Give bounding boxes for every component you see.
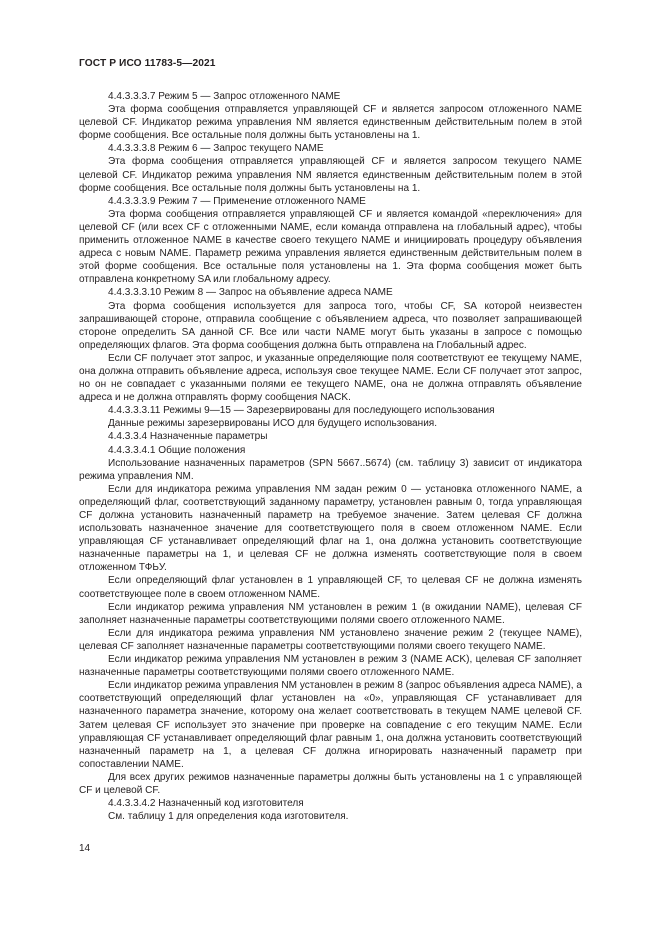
section-heading: 4.4.3.3.3.7 Режим 5 — Запрос отложенного NAME — [108, 91, 341, 102]
paragraph: См. таблицу 1 для определения кода изготовителя. — [108, 811, 349, 823]
section-heading: 4.4.3.3.3.10 Режим 8 — Запрос на объявление адреса NAME — [108, 287, 393, 299]
paragraph: Для всех других режимов назначенные параметры должны быть установлены на 1 с управляющей CF и целевой CF. — [79, 771, 582, 796]
paragraph: Эта форма сообщения используется для запроса того, чтобы CF, SA которой неизвестен запрашивающей стороне, отправила сообщение с объявлением адреса, что позволяет запрашивающей стороне определить SA данной CF. Все или части NAME могут быть указаны в запросе с помощью определяющих флагов. Эта форма сообщения должна быть отправлена на Глобальный адрес. — [79, 300, 582, 351]
section-heading: 4.4.3.3.4.1 Общие положения — [108, 444, 246, 456]
section-heading: 4.4.3.3.3.8 Режим 6 — Запрос текущего NAME — [108, 143, 324, 155]
paragraph: Использование назначенных параметров (SPN 5667..5674) (см. таблицу 3) зависит от индикатора режима управления NM. — [79, 457, 582, 482]
paragraph: Эта форма сообщения отправляется управляющей CF и является командой «переключения» для целевой CF (или всех CF с отложенными NAME, если команда отправлена на глобальный адрес), чтобы применить отложенное NAME в качестве своего текущего NAME и инициировать процедуру объявления адреса с новым NAME. Параметр режима управления является единственным действительным полем в этой форме сообщения. Все остальные поля установлены на 1. Эта форма сообщения может быть отправлена конкретному SA или глобальному адресу. — [79, 208, 582, 286]
paragraph: Если индикатор режима управления NM установлен в режим 1 (в ожидании NAME), целевая CF заполняет назначенные параметры соответствующими полями своего отложенного NAME. — [79, 601, 582, 626]
section-heading: 4.4.3.3.3.11 Режимы 9—15 — Зарезервированы для последующего использования — [108, 405, 495, 417]
paragraph: Если CF получает этот запрос, и указанные определяющие поля соответствуют ее текущему NAME, она должна отправить объявление адреса, используя свое текущее NAME. Если CF получает этот запрос, но он не совпадает с указанными полями ее текущего NAME, она не должна отправлять объявление адреса и не должна отправлять форму сообщения NACK. — [79, 352, 582, 404]
paragraph: Данные режимы зарезервированы ИСО для будущего использования. — [108, 418, 438, 430]
paragraph: Если определяющий флаг установлен в 1 управляющей CF, то целевая CF не должна изменять соответствующее поле в своем отложенном NAME. — [79, 575, 582, 600]
paragraph: Если для индикатора режима управления NM задан режим 0 — установка отложенного NAME, а определяющий флаг, соответствующий заданному параметру, установлен равным 0, тогда управляющая CF должна установить назначенный параметр на требуемое значение. Затем целевая CF должна использовать назначенное значение для соответствующего поля в своем отложенном NAME. Если управляющая CF устанавливает определяющий флаг на 1, она должна установить соответствующие назначенные параметры на 1, и целевая CF не должна изменять соответствующие поля в своем отложенном ТФЬУ. — [79, 483, 582, 574]
section-heading: 4.4.3.3.3.9 Режим 7 — Применение отложенного NAME — [108, 195, 366, 207]
section-heading: 4.4.3.3.4.2 Назначенный код изготовителя — [108, 798, 304, 810]
paragraph: Эта форма сообщения отправляется управляющей CF и является запросом текущего NAME целевой CF. Индикатор режима управления NM является единственным действительным полем в этой форме сообщения. Все остальные поля должны быть установлены на 1. — [79, 156, 582, 194]
document-header: ГОСТ Р ИСО 11783-5—2021 — [79, 58, 216, 69]
paragraph: Если индикатор режима управления NM установлен в режим 3 (NAME ACK), целевая CF заполняет назначенные параметры соответствующими полями своего отложенного NAME. — [79, 654, 582, 679]
page-number: 14 — [79, 843, 91, 854]
paragraph: Если для индикатора режима управления NM установлено значение режим 2 (текущее NAME), целевая CF заполняет назначенные параметры соответствующими полями своего текущего NAME. — [79, 627, 582, 652]
paragraph: Эта форма сообщения отправляется управляющей CF и является запросом отложенного NAME целевой CF. Индикатор режима управления NM является единственным действительным полем в этой форме сообщения. Все остальные поля должны быть установлены на 1. — [79, 104, 582, 142]
document-body — [79, 90, 582, 823]
paragraph: Если индикатор режима управления NM установлен в режим 8 (запрос объявления адреса NAME), а соответствующий определяющий флаг установлен на «0», управляющая CF устанавливает для назначенного параметра значение, которому она желает соответствовать в текущем NAME целевой CF. Затем целевая CF использует это значение при проверке на совпадение с его текущим NAME. Если управляющая CF устанавливает определяющий флаг равным 1, она должна установить соответствующий назначенный параметр на 1, а целевая CF должна игнорировать назначенный параметр при сопоставлении NAME. — [79, 680, 582, 770]
section-heading: 4.4.3.3.4 Назначенные параметры — [108, 431, 268, 443]
